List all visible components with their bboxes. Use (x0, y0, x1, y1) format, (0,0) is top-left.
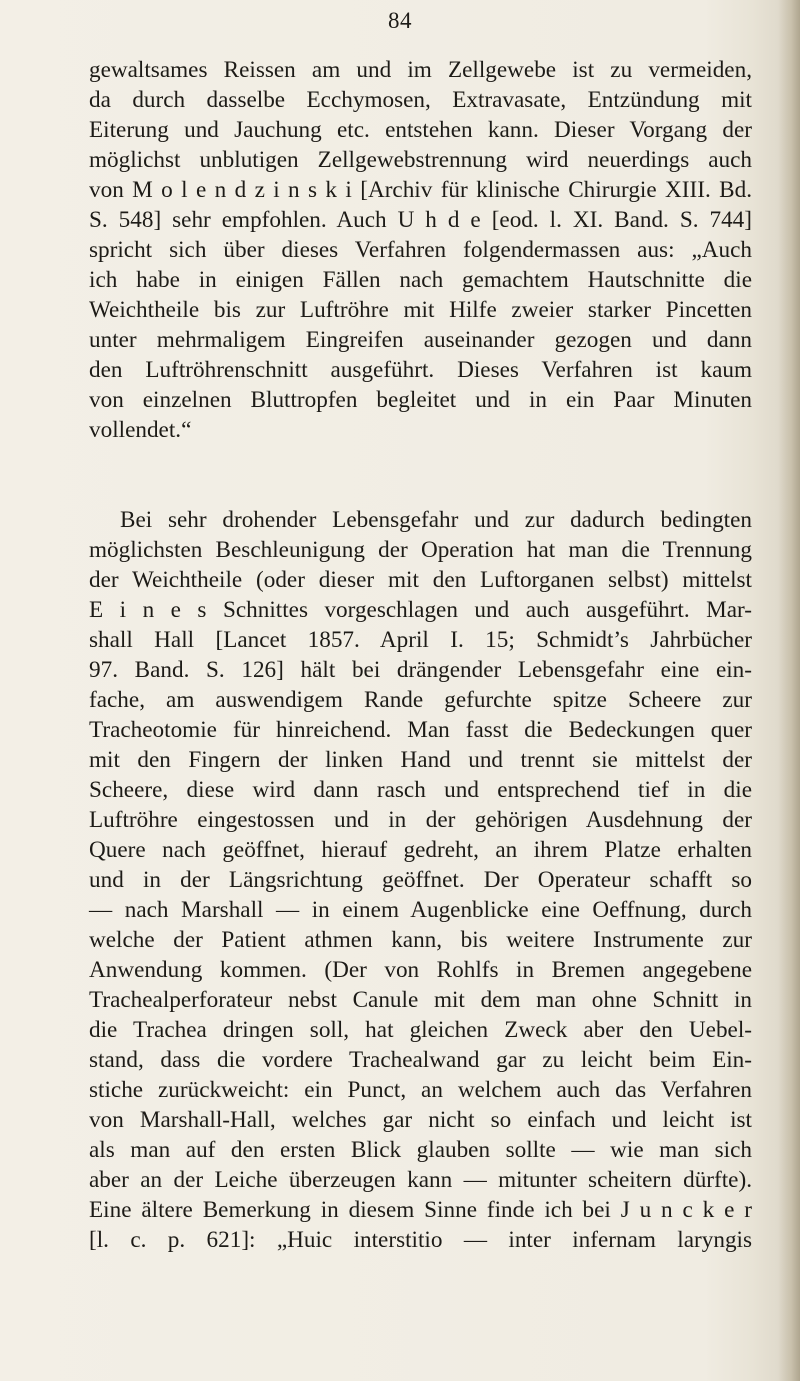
text-line: — nach Marshall — in einem Augenblicke eine Oeffnung, durch (89, 897, 752, 923)
text-line: da durch dasselbe Ecchymosen, Extravasate, Entzündung mit (89, 87, 752, 113)
text-line: der Weichtheile (oder dieser mit den Luftorganen selbst) mittelst (89, 567, 752, 593)
text-line: Trachealperforateur nebst Canule mit dem man ohne Schnitt in (89, 987, 752, 1013)
text-line: Weichtheile bis zur Luftröhre mit Hilfe zweier starker Pincetten (89, 297, 752, 323)
text-line: aber an der Leiche überzeugen kann — mitunter scheitern dürfte). (89, 1167, 752, 1193)
text-line: vollendet.“ (89, 417, 192, 443)
text-line: stand, dass die vordere Trachealwand gar zu leicht beim Ein- (89, 1047, 752, 1073)
text-line: von M o l e n d z i n s k i [Archiv für klinische Chirurgie XIII. Bd. (89, 177, 752, 203)
text-line: stiche zurückweicht: ein Punct, an welchem auch das Verfahren (89, 1077, 752, 1103)
text-line: E i n e s Schnittes vorgeschlagen und auch ausgeführt. Mar- (89, 597, 752, 623)
text-line: Quere nach geöffnet, hierauf gedreht, an ihrem Platze erhalten (89, 837, 752, 863)
text-line: 97. Band. S. 126] hält bei drängender Lebensgefahr eine ein- (89, 657, 752, 683)
text-line: unter mehrmaligem Eingreifen auseinander gezogen und dann (89, 327, 752, 353)
text-line: shall Hall [Lancet 1857. April I. 15; Schmidt’s Jahrbücher (89, 627, 752, 653)
text-line: Scheere, diese wird dann rasch und entsprechend tief in die (89, 777, 752, 803)
text-line: Eiterung und Jauchung etc. entstehen kann. Dieser Vorgang der (89, 117, 752, 143)
text-line: Anwendung kommen. (Der von Rohlfs in Bremen angegebene (89, 957, 752, 983)
text-line: Bei sehr drohender Lebensgefahr und zur dadurch bedingten (120, 507, 752, 533)
text-line: ich habe in einigen Fällen nach gemachtem Hautschnitte die (89, 267, 752, 293)
text-line: gewaltsames Reissen am und im Zellgewebe ist zu vermeiden, (89, 57, 752, 83)
text-line: welche der Patient athmen kann, bis weitere Instrumente zur (89, 927, 752, 953)
text-line: mit den Fingern der linken Hand und trennt sie mittelst der (89, 747, 752, 773)
text-line: S. 548] sehr empfohlen. Auch U h d e [eod. l. XI. Band. S. 744] (89, 207, 752, 233)
text-line: [l. c. p. 621]: „Huic interstitio — inter infernam laryngis (89, 1227, 752, 1253)
text-line: fache, am auswendigem Rande gefurchte spitze Scheere zur (89, 687, 752, 713)
text-line: von Marshall-Hall, welches gar nicht so einfach und leicht ist (89, 1107, 752, 1133)
text-line: die Trachea dringen soll, hat gleichen Zweck aber den Uebel- (89, 1017, 752, 1043)
text-line: Luftröhre eingestossen und in der gehörigen Ausdehnung der (89, 807, 752, 833)
text-line: spricht sich über dieses Verfahren folgendermassen aus: „Auch (89, 237, 752, 263)
text-line: Tracheotomie für hinreichend. Man fasst die Bedeckungen quer (89, 717, 752, 743)
page-binding-edge (778, 0, 800, 1381)
text-line: möglichst unblutigen Zellgewebstrennung wird neuerdings auch (89, 147, 752, 173)
text-line: möglichsten Beschleunigung der Operation hat man die Trennung (89, 537, 752, 563)
text-line: von einzelnen Bluttropfen begleitet und in ein Paar Minuten (89, 387, 752, 413)
text-line: Eine ältere Bemerkung in diesem Sinne finde ich bei J u n c k e r (89, 1197, 752, 1223)
page-number: 84 (388, 8, 412, 33)
text-line: und in der Längsrichtung geöffnet. Der Operateur schafft so (89, 867, 752, 893)
text-line: den Luftröhrenschnitt ausgeführt. Dieses Verfahren ist kaum (89, 357, 752, 383)
text-line: als man auf den ersten Blick glauben sollte — wie man sich (89, 1137, 752, 1163)
